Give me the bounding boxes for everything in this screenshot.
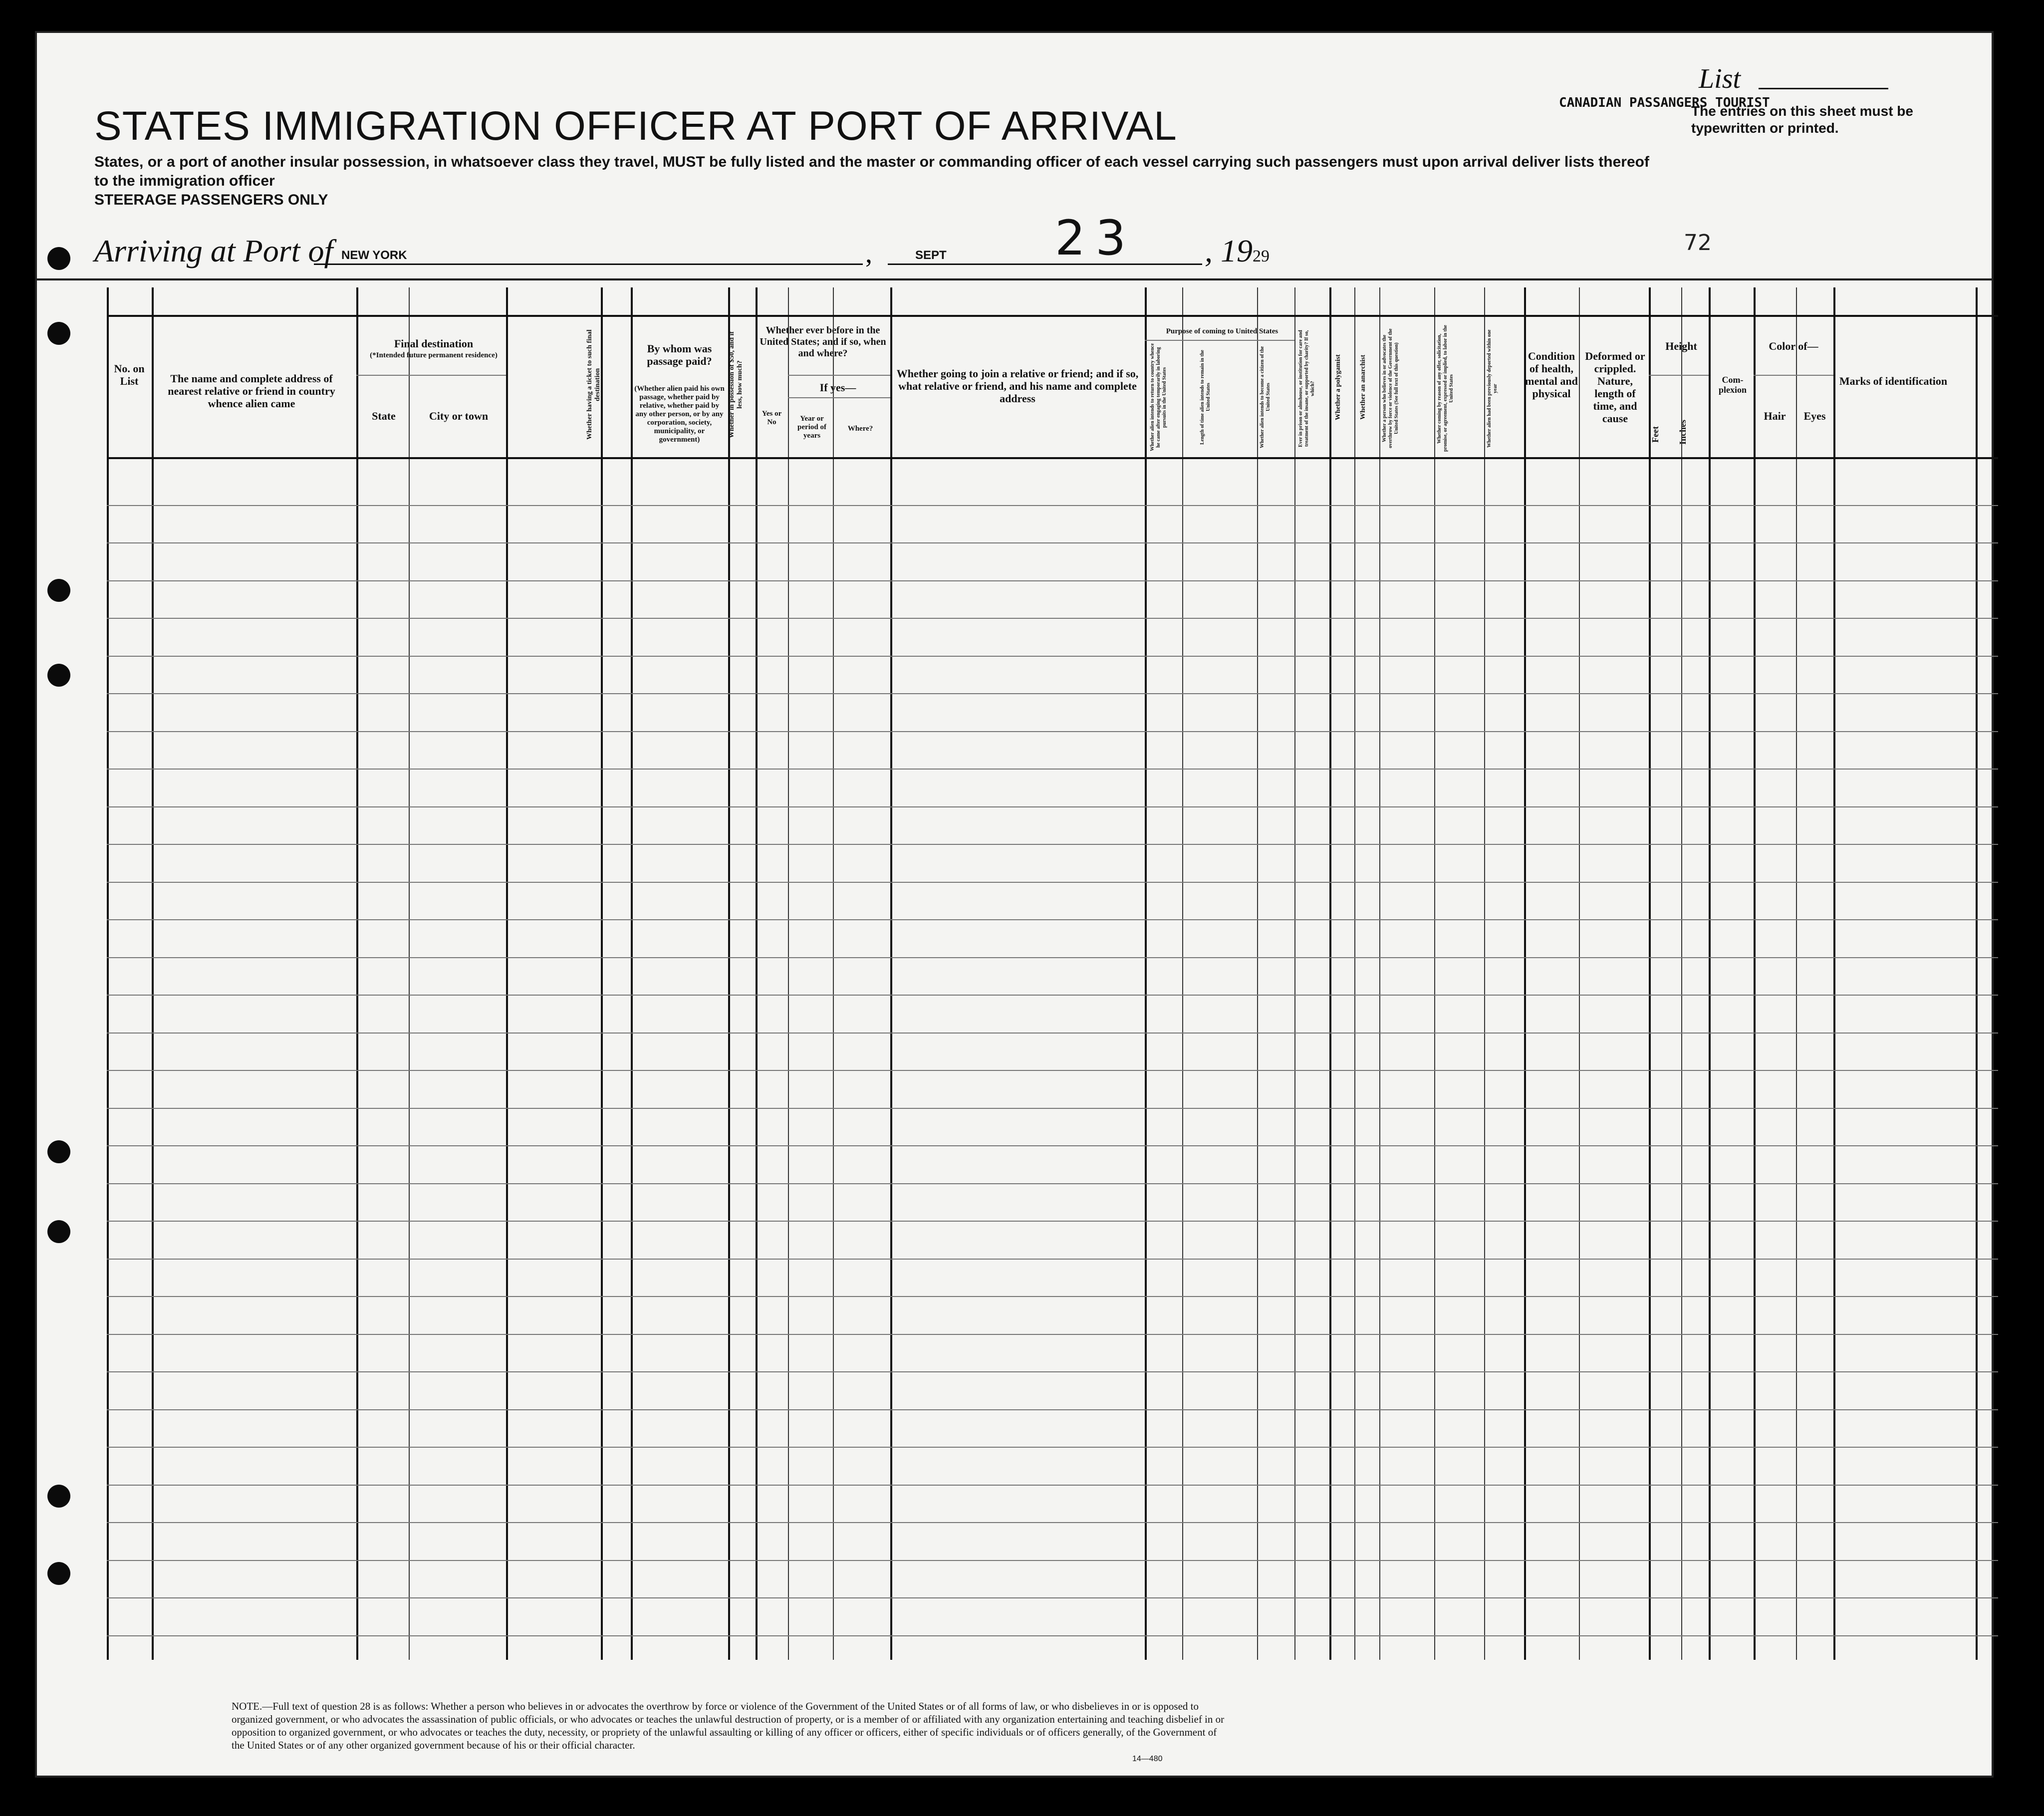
header-yes-no: Yes or No	[762, 410, 782, 426]
column-rule	[1709, 287, 1711, 1660]
header-city: City or town	[429, 410, 489, 422]
sheet-type-stamp: CANADIAN PASSANGERS TOURIST	[1559, 95, 1770, 110]
column-rule	[1681, 287, 1682, 1660]
column-rule	[1484, 287, 1485, 1660]
year-suffix: 29	[1253, 247, 1270, 265]
row-rule	[107, 1070, 1998, 1071]
column-rule	[1182, 287, 1183, 1660]
list-label: List	[1699, 63, 1741, 94]
row-rule	[107, 580, 1998, 581]
header-subrule	[356, 375, 506, 376]
sheet-number: 72	[1684, 230, 1712, 256]
column-rule	[152, 287, 154, 1660]
header-year-period: Year or period of years	[797, 415, 826, 440]
row-rule	[107, 1409, 1998, 1410]
header-money: Whether in possession of $50, and if less, how much?	[728, 331, 744, 439]
row-rule	[107, 1597, 1998, 1598]
punch-hole	[47, 1140, 70, 1163]
column-rule	[1754, 287, 1756, 1660]
column-rule	[1434, 287, 1435, 1660]
header-subrule	[788, 397, 890, 398]
row-rule	[107, 618, 1998, 619]
header-subrule	[1649, 375, 1709, 376]
row-rule	[107, 769, 1998, 770]
column-rule	[890, 287, 892, 1660]
row-rule	[107, 1371, 1998, 1372]
row-rule	[107, 542, 1998, 543]
day-value: 23	[1055, 210, 1136, 266]
row-rule	[107, 1447, 1998, 1448]
header-q29: Whether coming by reason of any offer, solicitation, promise, or agreement, expressed or implied, to labor in the United States	[1437, 325, 1454, 452]
header-passage-paid: By whom was passage paid?	[647, 342, 712, 367]
year-field	[1205, 233, 1270, 269]
class-label: STEERAGE PASSENGERS ONLY	[94, 192, 328, 208]
row-rule	[107, 919, 1998, 920]
header-purpose: Purpose of coming to United States	[1166, 327, 1278, 335]
header-subrule	[788, 375, 890, 376]
column-rule	[1329, 287, 1331, 1660]
row-rule	[107, 1259, 1998, 1260]
port-value: NEW YORK	[341, 249, 407, 262]
header-eyes: Eyes	[1803, 410, 1826, 422]
header-purpose-length: Length of time alien intends to remain in the United States	[1200, 350, 1211, 445]
column-rule	[1649, 287, 1651, 1660]
header-q28: Whether a person who believes in or advocates the overthrow by force or violence of the Government of the United States (See full text of this question)	[1382, 328, 1399, 449]
row-rule	[107, 505, 1998, 506]
form-number: 14—480	[1132, 1755, 1163, 1763]
row-rule	[107, 844, 1998, 845]
header-prison: Ever in prison or almshouse, or institution for care and treatment of the insane, or supported by charity? If so, which?	[1298, 330, 1315, 447]
row-rule	[107, 1108, 1998, 1109]
typewritten-notice: The entries on this sheet must be typewritten or printed.	[1691, 103, 1913, 136]
header-anarchist: Whether an anarchist	[1359, 354, 1367, 420]
arriving-label: Arriving at Port of	[94, 233, 333, 268]
column-rule	[409, 287, 410, 1660]
header-if-yes: If yes—	[819, 381, 856, 394]
header-color-of: Color of—	[1769, 340, 1818, 352]
header-bottom-rule	[107, 457, 1998, 459]
header-final-destination: Final destination	[394, 337, 474, 350]
header-state: State	[372, 410, 396, 422]
column-rule	[1354, 287, 1355, 1660]
row-rule	[107, 995, 1998, 996]
header-where: Where?	[847, 425, 873, 433]
manifest-table	[107, 287, 1998, 1660]
punch-hole	[47, 579, 70, 602]
comma-separator: ,	[865, 238, 872, 269]
header-subrule	[1145, 340, 1294, 341]
header-q30: Whether alien had been previously deported within one year	[1487, 329, 1498, 448]
header-subrule	[1754, 375, 1833, 376]
header-polygamist: Whether a polygamist	[1334, 354, 1342, 420]
header-ticket: Whether having a ticket to such final destination	[586, 329, 601, 440]
column-rule	[1833, 287, 1835, 1660]
row-rule	[107, 806, 1998, 807]
instructions-text	[94, 153, 1666, 210]
instructions-body: States, or a port of another insular possession, in whatsoever class they travel, MUST be fully listed and the master or commanding officer of each vessel carrying such passengers must upon arrival deliver lists thereof to the immigration officer	[94, 154, 1649, 189]
column-rule	[631, 287, 633, 1660]
punch-hole	[47, 1485, 70, 1508]
column-rule	[356, 287, 358, 1660]
column-rule	[833, 287, 834, 1660]
header-marks: Marks of identification	[1839, 375, 1948, 387]
header-nearest-relative: The name and complete address of nearest relative or friend in country whence alien came	[168, 372, 335, 410]
column-rule	[728, 287, 730, 1660]
punch-hole	[47, 1562, 70, 1585]
port-field	[314, 244, 863, 265]
column-rule	[1145, 287, 1147, 1660]
header-final-destination-note: (*Intended future permanent residence)	[370, 351, 498, 359]
header-condition: Condition of health, mental and physical	[1525, 350, 1578, 400]
row-rule	[107, 731, 1998, 732]
column-rule	[601, 287, 603, 1660]
header-no-on-list: No. on List	[114, 362, 145, 387]
manifest-sheet	[35, 31, 1994, 1778]
header-purpose-return: Whether alien intends to return to country whence he came after engaging temporarily in laboring pursuits in the United States	[1150, 343, 1167, 452]
header-inches: Inches	[1678, 420, 1688, 445]
row-rule	[107, 1560, 1998, 1561]
row-rule	[107, 693, 1998, 694]
column-rule	[788, 287, 789, 1660]
header-purpose-citizen: Whether alien intends to become a citizen of the United States	[1260, 346, 1271, 449]
row-rule	[107, 1296, 1998, 1297]
header-before-us: Whether ever before in the United States; and if so, when and where?	[760, 325, 886, 359]
row-rule	[107, 1522, 1998, 1523]
column-number-rule	[107, 315, 1998, 317]
header-passage-paid-note: (Whether alien paid his own passage, whether paid by relative, whether paid by any other person, or by any corporation, society, municipality, or government)	[634, 385, 725, 444]
header-deformed: Deformed or crippled. Nature, length of time, and cause	[1585, 350, 1645, 425]
year-prefix: , 19	[1205, 233, 1253, 268]
month-value: SEPT	[915, 249, 947, 262]
month-field	[888, 244, 1202, 265]
header-height: Height	[1665, 340, 1697, 352]
list-number-line	[1759, 88, 1888, 89]
column-rule	[107, 287, 109, 1660]
column-rule	[506, 287, 508, 1660]
header-complexion: Com-plexion	[1718, 375, 1747, 395]
page-title: STATES IMMIGRATION OFFICER AT PORT OF ARRIVAL	[94, 103, 1177, 149]
column-rule	[1579, 287, 1580, 1660]
column-rule	[1294, 287, 1295, 1660]
row-rule	[107, 1221, 1998, 1222]
column-rule	[1379, 287, 1380, 1660]
row-rule	[107, 1033, 1998, 1034]
column-rule	[1976, 287, 1978, 1660]
punch-hole	[47, 1220, 70, 1243]
column-rule	[1796, 287, 1797, 1660]
row-rule	[107, 1485, 1998, 1486]
header-joining: Whether going to join a relative or friend; and if so, what relative or friend, and his name and complete address	[896, 367, 1139, 405]
column-rule	[1524, 287, 1526, 1660]
punch-hole	[47, 322, 70, 345]
row-rule	[107, 1183, 1998, 1184]
header-feet: Feet	[1650, 426, 1660, 443]
punch-hole	[47, 664, 70, 687]
punch-hole	[47, 247, 70, 270]
column-rule	[1257, 287, 1258, 1660]
row-rule	[107, 656, 1998, 657]
row-rule	[107, 882, 1998, 883]
row-rule	[107, 1334, 1998, 1335]
row-rule	[107, 957, 1998, 958]
footnote: NOTE.—Full text of question 28 is as follows: Whether a person who believes in or advocates the overthrow by force or violence of the Government of the United States or of all forms of law, or who disbelieves in or is opposed to organized government, or who advocates the assassination of public officials, or who advocates or teaches the unlawful destruction of property, or is a member of or affiliated with any organization entertaining and teaching disbelief in or opposition to organized government, or who advocates or teaches the duty, necessity, or propriety of the unlawful assaulting or killing of any officer or officers, either of specific individuals or of officers generally, of the Government of the United States or of any other organized government because of his or their official character.	[232, 1700, 1225, 1751]
row-rule	[107, 1145, 1998, 1146]
header-hair: Hair	[1764, 410, 1786, 422]
column-rule	[756, 287, 758, 1660]
row-rule	[107, 1635, 1998, 1636]
header-rule	[37, 278, 1992, 280]
